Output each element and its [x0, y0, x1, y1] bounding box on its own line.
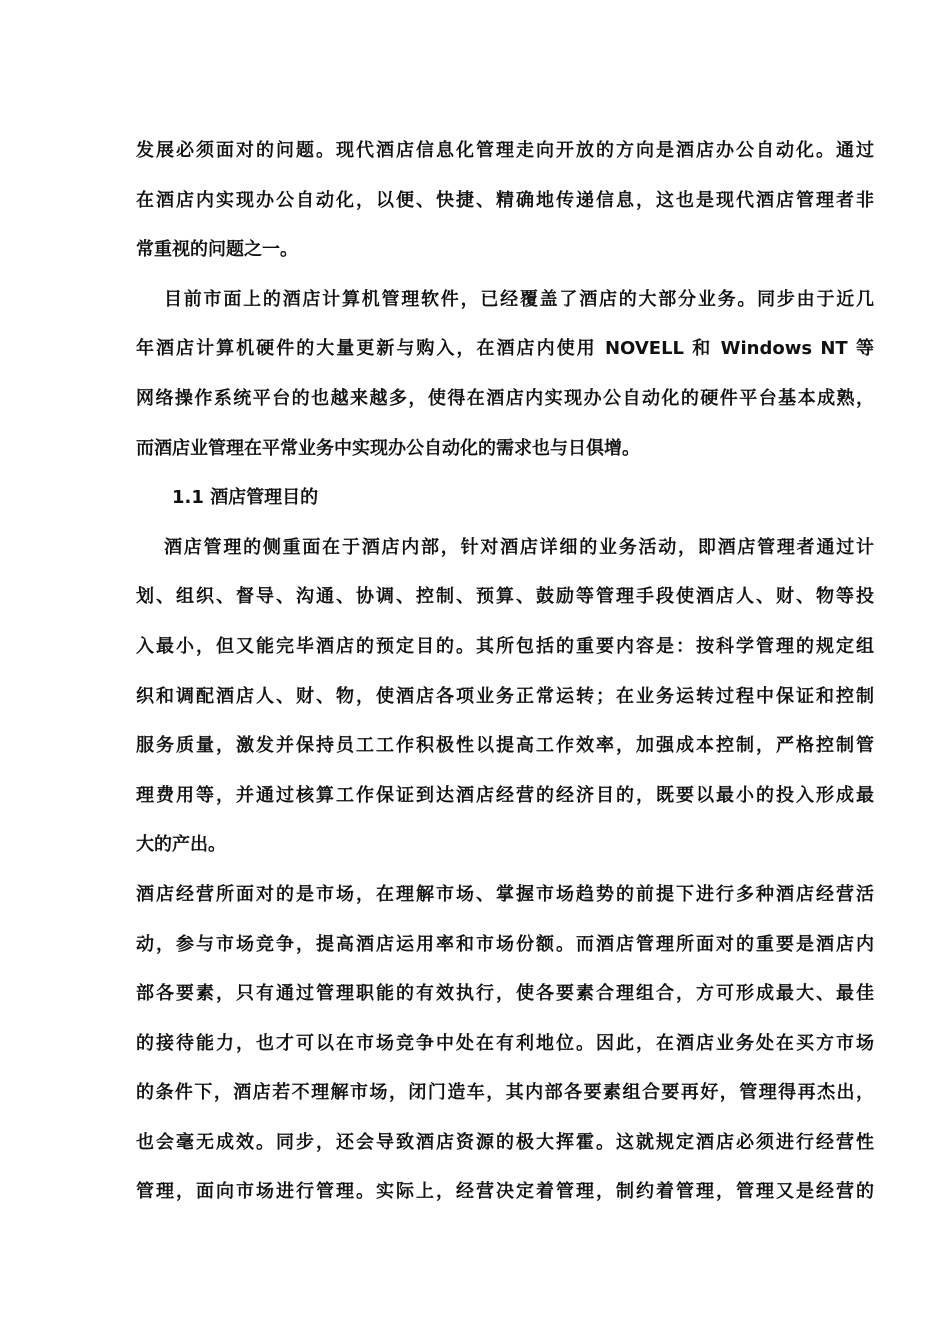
text-line: 管理，面向市场进行管理。实际上，经营决定着管理，制约着管理，管理又是经营的 [136, 1181, 874, 1203]
text-line: 的接待能力，也才可以在市场竞争中处在有利地位。因此，在酒店业务处在买方市场 [136, 1032, 874, 1054]
section-heading: 1.1 酒店管理目的 [172, 487, 319, 509]
text-line: 网络操作系统平台的也越来越多，使得在酒店内实现办公自动化的硬件平台基本成熟， [136, 387, 874, 409]
text-line: 部各要素，只有通过管理职能的有效执行，使各要素合理组合，方可形成最大、最佳 [136, 983, 874, 1005]
text-line: 大的产出。 [136, 834, 226, 856]
text-line: 在酒店内实现办公自动化，以便、快捷、精确地传递信息，这也是现代酒店管理者非 [136, 189, 874, 211]
text-line: 理费用等，并通过核算工作保证到达酒店经营的经济目的，既要以最小的投入形成最 [136, 784, 874, 806]
text-line: 入最小，但又能完毕酒店的预定目的。其所包括的重要内容是：按科学管理的规定组 [136, 635, 874, 657]
text-line: 也会毫无成效。同步，还会导致酒店资源的极大挥霍。这就规定酒店必须进行经营性 [136, 1131, 874, 1153]
text-line: 而酒店业管理在平常业务中实现办公自动化的需求也与日俱增。 [136, 437, 640, 459]
text-line: 织和调配酒店人、财、物，使酒店各项业务正常运转；在业务运转过程中保证和控制 [136, 685, 874, 707]
text-line: 常重视的问题之一。 [136, 239, 298, 261]
text-line: 的条件下，酒店若不理解市场，闭门造车，其内部各要素组合要再好，管理得再杰出， [136, 1082, 874, 1104]
text-line: 服务质量，激发并保持员工工作积极性以提高工作效率，加强成本控制，严格控制管 [136, 735, 874, 757]
paragraph [136, 275, 874, 473]
text-line: 酒店管理的侧重面在于酒店内部，针对酒店详细的业务活动，即酒店管理者通过计 [164, 536, 874, 558]
text-line: 目前市面上的酒店计算机管理软件，已经覆盖了酒店的大部分业务。同步由于近几 [164, 288, 874, 310]
text-line: 发展必须面对的问题。现代酒店信息化管理走向开放的方向是酒店办公自动化。通过 [136, 140, 874, 161]
text-line: 动，参与市场竞争，提高酒店运用率和市场份额。而酒店管理所面对的重要是酒店内 [136, 933, 874, 955]
paragraph [136, 870, 874, 1217]
text-line: 年酒店计算机硬件的大量更新与购入，在酒店内使用 NOVELL 和 Windows NT 等 [136, 338, 874, 360]
text-line: 酒店经营所面对的是市场，在理解市场、掌握市场趋势的前提下进行多种酒店经营活 [136, 883, 874, 905]
text-line: 划、组织、督导、沟通、协调、控制、预算、鼓励等管理手段使酒店人、财、物等投 [136, 586, 874, 608]
paragraph [136, 126, 874, 275]
document-body [136, 126, 874, 1217]
paragraph [136, 523, 874, 870]
